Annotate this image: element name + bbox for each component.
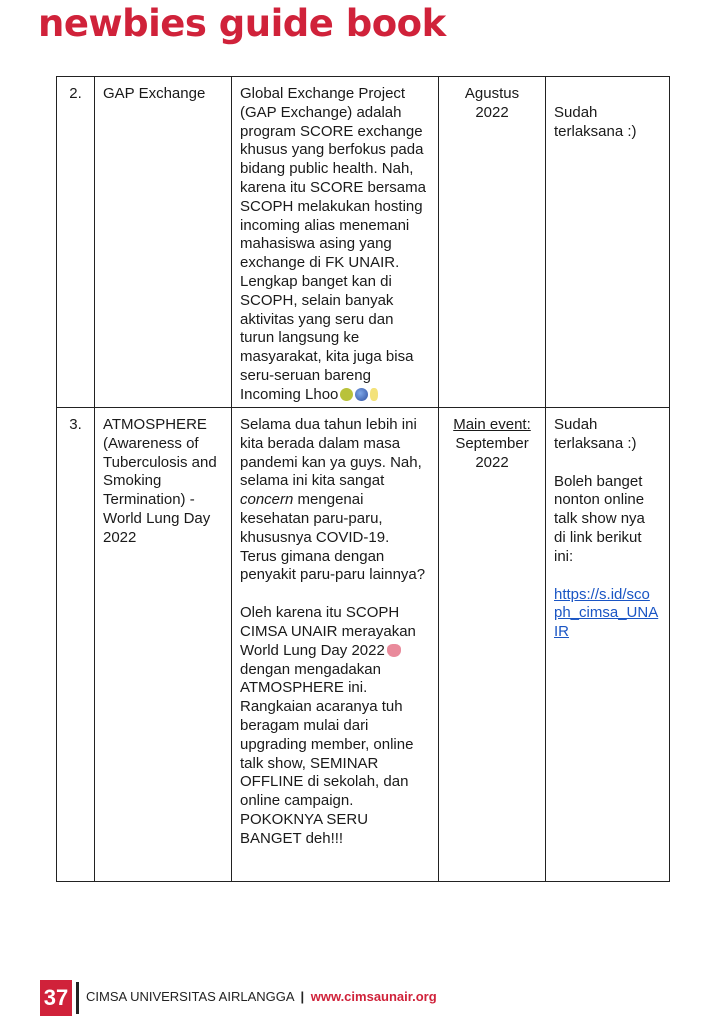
description-line: ATMOSPHERE ini. <box>240 679 368 697</box>
status-line: terlaksana :) <box>554 434 637 452</box>
description-line: khususnya COVID-19. <box>240 528 390 546</box>
description-line: program SCORE exchange <box>240 122 423 140</box>
note-line: talk show nya <box>554 510 645 528</box>
description-line: selama ini kita sangat <box>240 472 385 490</box>
time-line: September <box>455 434 529 452</box>
time-line: 2022 <box>475 103 509 121</box>
description-line: talk show, SEMINAR <box>240 754 379 772</box>
description-line: SCOPH melakukan hosting <box>240 197 423 215</box>
footer-text <box>86 989 437 1004</box>
time-line: Agustus <box>464 85 520 102</box>
description-line: beragam mulai dari <box>240 716 369 734</box>
status-line: Sudah <box>554 416 598 433</box>
description-line: BANGET deh!!! <box>240 829 344 847</box>
description-line <box>240 386 430 405</box>
link-line[interactable]: https://s.id/sco <box>554 585 650 603</box>
description-line: Terus gimana dengan <box>240 547 385 565</box>
note-line: di link berikut <box>554 528 642 546</box>
program-status <box>546 408 670 882</box>
program-description <box>232 77 439 408</box>
description-line: dengan mengadakan <box>240 660 381 678</box>
sparkle-emoji-icon <box>370 388 378 401</box>
note-line: ini: <box>554 547 574 565</box>
description-line: SCOPH, selain banyak <box>240 291 394 309</box>
footer-website-link[interactable]: www.cimsaunair.org <box>310 989 437 1004</box>
description-line: seru-seruan bareng <box>240 366 371 384</box>
description-line: turun langsung ke <box>240 329 360 347</box>
page-number: 37 <box>40 980 72 1016</box>
description-line: masyarakat, kita juga bisa <box>240 348 414 366</box>
note-line: nonton online <box>554 491 645 509</box>
globe-emoji-icon <box>355 388 368 401</box>
description-line <box>240 642 430 661</box>
description-line: OFFLINE di sekolah, dan <box>240 773 409 791</box>
program-name-line: (Awareness of <box>103 434 199 452</box>
description-line: khusus yang berfokus pada <box>240 141 424 159</box>
program-name-line: ATMOSPHERE <box>103 416 207 433</box>
description-line: kita berada dalam masa <box>240 434 401 452</box>
description-line-text: World Lung Day 2022 <box>240 641 385 659</box>
status-line: terlaksana :) <box>554 122 637 140</box>
footer-separator: | <box>300 989 305 1004</box>
program-name-line: World Lung Day <box>103 509 211 527</box>
row-number: 2. <box>57 77 95 408</box>
description-line: mahasiswa asing yang <box>240 235 392 253</box>
description-line: POKOKNYA SERU <box>240 810 369 828</box>
row-number: 3. <box>57 408 95 882</box>
program-time <box>439 408 546 882</box>
note-line: Boleh banget <box>554 472 643 490</box>
program-name <box>95 408 232 882</box>
description-line: Selama dua tahun lebih ini <box>240 416 417 433</box>
emphasis-word: concern <box>240 491 294 509</box>
program-name <box>95 77 232 408</box>
description-line: Oleh karena itu SCOPH <box>240 604 400 622</box>
footer-divider <box>76 982 79 1014</box>
description-line: kesehatan paru-paru, <box>240 509 383 527</box>
description-line: karena itu SCORE bersama <box>240 178 426 196</box>
program-name-line: GAP Exchange <box>103 85 206 102</box>
description-line-text: Incoming Lhoo <box>240 385 339 403</box>
program-time <box>439 77 546 408</box>
description-line: concern mengenai <box>240 491 364 509</box>
description-line: (GAP Exchange) adalah <box>240 103 402 121</box>
link-line[interactable]: ph_cimsa_UNA <box>554 604 659 622</box>
page-title: newbies guide book <box>38 2 446 45</box>
time-line: 2022 <box>475 453 509 471</box>
description-line: Global Exchange Project <box>240 85 406 102</box>
table-row <box>57 408 670 882</box>
program-name-line: Smoking <box>103 472 162 490</box>
status-line: Sudah <box>554 104 598 121</box>
program-name-line: Termination) - <box>103 491 195 509</box>
description-line: upgrading member, online <box>240 735 414 753</box>
program-table <box>56 76 670 882</box>
description-line: Rangkaian acaranya tuh <box>240 698 403 716</box>
description-line: exchange di FK UNAIR. <box>240 254 400 272</box>
description-line: pandemi kan ya guys. Nah, <box>240 453 422 471</box>
description-line: bidang public health. Nah, <box>240 160 414 178</box>
description-line: online campaign. <box>240 792 354 810</box>
description-line: CIMSA UNAIR merayakan <box>240 622 416 640</box>
description-line: incoming alias menemani <box>240 216 410 234</box>
description-line: Lengkap banget kan di <box>240 272 392 290</box>
talk-show-link[interactable] <box>554 586 661 642</box>
lungs-emoji-icon <box>387 644 401 657</box>
link-line[interactable]: IR <box>554 623 569 641</box>
page-footer <box>0 980 725 1018</box>
table-row <box>57 77 670 408</box>
footer-org: CIMSA UNIVERSITAS AIRLANGGA <box>86 989 294 1004</box>
program-name-line: Tuberculosis and <box>103 453 217 471</box>
description-line: aktivitas yang seru dan <box>240 310 394 328</box>
grinning-face-emoji-icon <box>340 388 353 401</box>
program-description <box>232 408 439 882</box>
program-status <box>546 77 670 408</box>
description-line: penyakit paru-paru lainnya? <box>240 566 426 584</box>
time-label: Main event: <box>453 416 531 433</box>
program-name-line: 2022 <box>103 528 137 546</box>
